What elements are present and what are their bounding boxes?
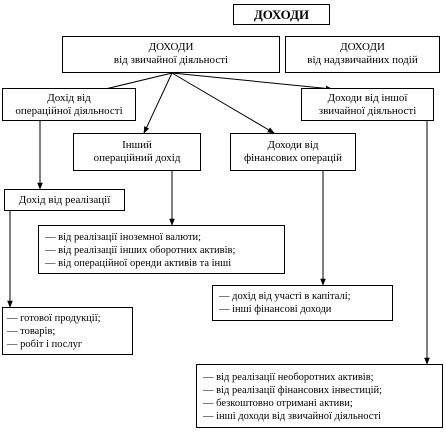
ordinary-activity-box — [62, 36, 280, 73]
extraordinary-box — [285, 36, 440, 73]
list-item: — від реалізації необоротних активів; — [203, 372, 374, 383]
other-operating-line1: Інший — [122, 139, 152, 151]
extraordinary-line1: ДОХОДИ — [340, 41, 385, 53]
ordinary-activity-line2: від звичайної діяльності — [113, 54, 229, 66]
page-title: ДОХОДИ — [253, 7, 310, 22]
other-ordinary-list-box — [196, 364, 443, 428]
operating-activity-line2: операційної діяльності — [15, 105, 123, 117]
list-item: — готової продукції; — [7, 313, 101, 324]
list-item: — безкоштовно отримані активи; — [203, 398, 353, 409]
other-operating-box — [73, 133, 201, 171]
ordinary-activity-line1: ДОХОДИ — [148, 41, 194, 53]
other-operating-line2: операційний дохід — [93, 152, 181, 164]
extraordinary-line2: від надзвичайних подій — [307, 54, 418, 66]
financial-ops-line1: Доходи від — [267, 139, 319, 151]
list-item: — інші фінансові доходи — [219, 304, 332, 315]
list-item: — від операційної оренди активів та інші — [45, 258, 232, 269]
financial-ops-box — [230, 133, 356, 171]
other-ordinary-box — [301, 88, 434, 121]
other-operating-list-box — [38, 225, 285, 274]
operating-activity-line1: Дохід від — [47, 92, 91, 104]
operating-activity-box — [2, 88, 136, 121]
financial-list-box — [212, 285, 393, 321]
list-item: — інші доходи від звичайної діяльності — [203, 411, 381, 422]
list-item: — дохід від участі в капіталі; — [219, 291, 351, 302]
list-item: — робіт і послуг — [7, 339, 83, 350]
sales-list-box — [2, 307, 133, 355]
other-ordinary-line2: звичайної діяльності — [318, 105, 417, 117]
sales-label: Дохід від реалізації — [18, 194, 111, 206]
other-ordinary-line1: Доходи від іншої — [327, 92, 408, 104]
financial-ops-line2: фінансових операцій — [243, 152, 343, 164]
list-item: — товарів; — [7, 326, 56, 337]
title-box — [233, 4, 330, 25]
list-item: — від реалізації іноземної валюти; — [45, 232, 202, 243]
arrow-to-other-operating — [144, 73, 172, 133]
sales-box — [4, 189, 125, 211]
list-item: — від реалізації фінансових інвестицій; — [203, 385, 383, 396]
list-item: — від реалізації інших оборотних активів; — [45, 245, 236, 256]
